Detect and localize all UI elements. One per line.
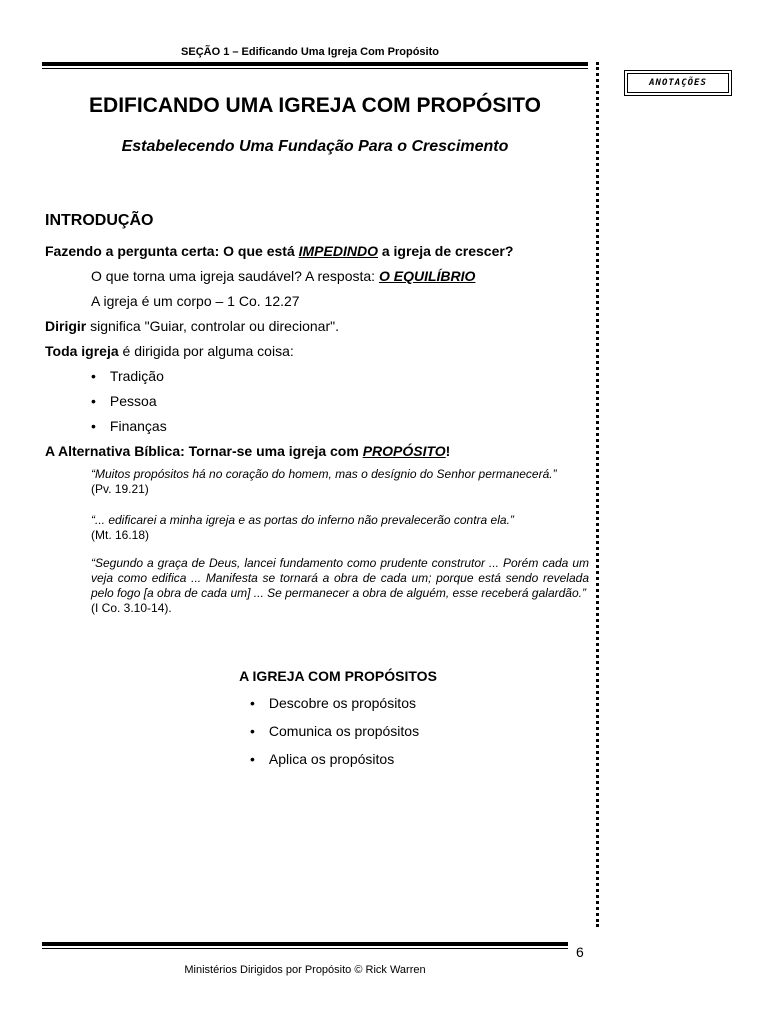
quote-text: “Segundo a graça de Deus, lancei fundamento como prudente construtor ... Porém cada um veja como edifica ... Manifesta se tornará a obra de cada um; porque está sendo revelada pelo fogo [a obra de cada um] ... Se permanecer a obra de alguém, esse receberá galardão.” [91,556,589,600]
impeding-emphasis: IMPEDINDO [298,243,378,259]
list-item: • Pessoa [91,393,157,409]
toda-igreja-line: Toda igreja é dirigida por alguma coisa: [45,343,294,359]
page-subtitle: Estabelecendo Uma Fundação Para o Crescimento [121,138,509,155]
notes-box [624,70,732,96]
header-rule-thick [42,62,588,66]
quote-text: “Muitos propósitos há no coração do homem, mas o desígnio do Senhor permanecerá.” [91,467,557,481]
section-header: SEÇÃO 1 – Edificando Uma Igreja Com Propósito [181,46,439,58]
quote-block [91,513,589,543]
list-item: • Comunica os propósitos [250,723,420,739]
question-line: Fazendo a pergunta certa: O que está IMPEDINDO a igreja de crescer? [45,243,514,259]
quote-text: “... edificarei a minha igreja e as portas do inferno não prevalecerão contra ela.” [91,513,514,527]
list-item: • Tradição [91,368,164,384]
balance-emphasis: O EQUILÍBRIO [378,268,476,284]
notes-label: ANOTAÇÕES [627,73,729,93]
list-item: • Aplica os propósitos [250,751,395,767]
purpose-heading: A IGREJA COM PROPÓSITOS [239,668,437,684]
quote-reference: (Pv. 19.21) [91,482,149,496]
page-number: 6 [576,944,584,960]
footer-credit: Ministérios Dirigidos por Propósito © Rick Warren [184,964,426,976]
header-rule-thin [42,68,588,69]
list-item: • Finanças [91,418,167,434]
footer-rule-thin [42,948,568,949]
intro-heading: INTRODUÇÃO [45,212,154,229]
quote-block [91,556,589,616]
dirigir-line: Dirigir significa "Guiar, controlar ou direcionar". [45,318,339,334]
quote-reference: (I Co. 3.10-14). [91,601,172,615]
notes-divider [596,62,599,927]
healthy-line: O que torna uma igreja saudável? A resposta: O EQUILÍBRIO [91,268,476,284]
quote-block [91,467,589,497]
purpose-emphasis: PROPÓSITO [362,443,446,459]
alternative-line: A Alternativa Bíblica: Tornar-se uma igreja com PROPÓSITO! [45,443,451,459]
page-title: EDIFICANDO UMA IGREJA COM PROPÓSITO [89,94,541,117]
body-line: A igreja é um corpo – 1 Co. 12.27 [91,293,300,309]
list-item: • Descobre os propósitos [250,695,416,711]
quote-reference: (Mt. 16.18) [91,528,150,542]
footer-rule-thick [42,942,568,946]
